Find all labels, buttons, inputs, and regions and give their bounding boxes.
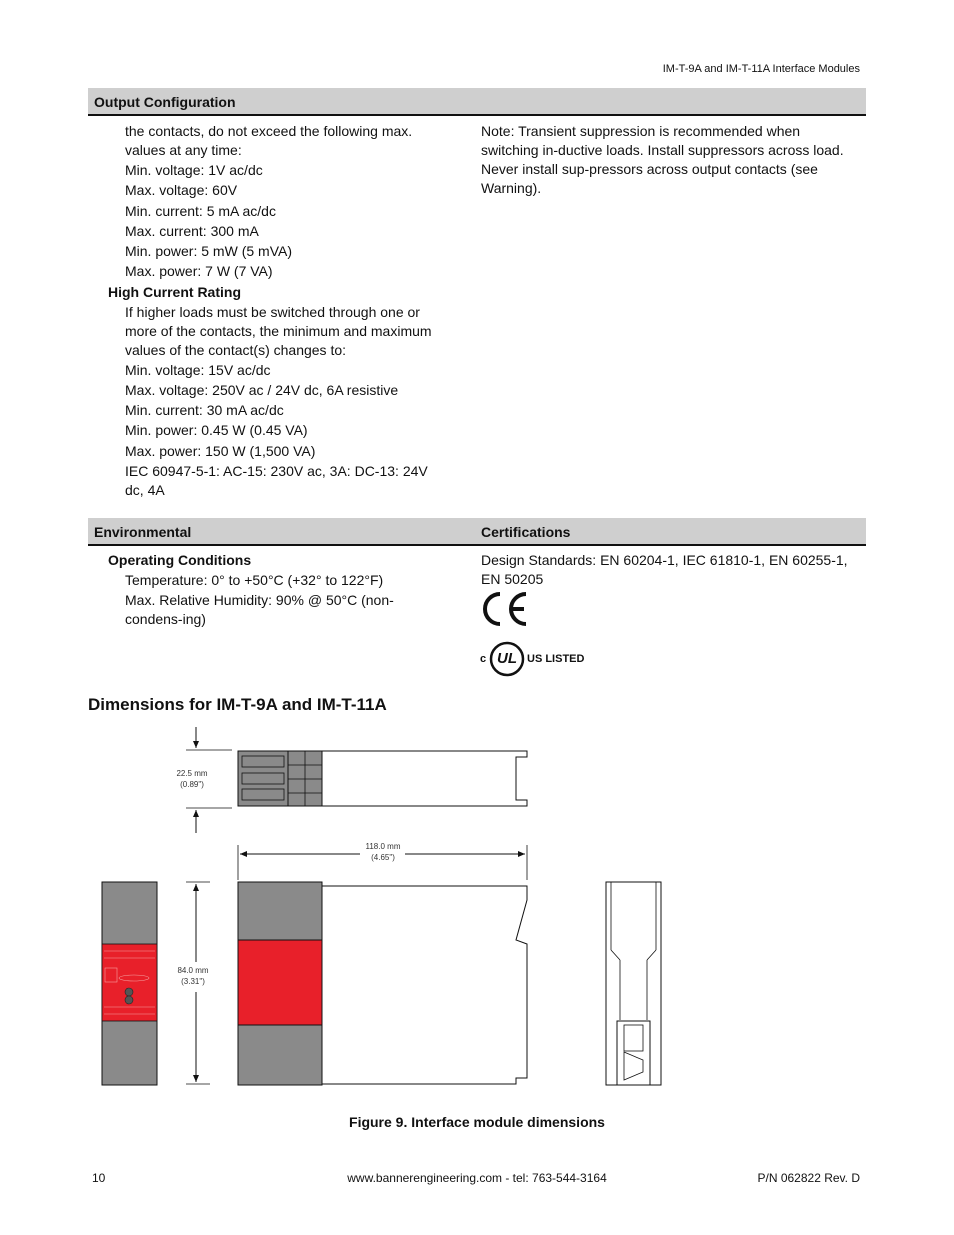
high-limit-item: Max. power: 150 W (1,500 VA) [125, 443, 316, 459]
running-header: IM-T-9A and IM-T-11A Interface Modules [662, 63, 860, 75]
page-number: 10 [92, 1171, 106, 1185]
height-in: (3.31") [181, 977, 205, 986]
humidity-spec: Max. Relative Humidity: 90% @ 50°C (non-condens-ing) [125, 592, 394, 627]
high-limit-item: Min. voltage: 15V ac/dc [125, 362, 271, 378]
high-current-heading: High Current Rating [108, 284, 241, 300]
height-mm: 84.0 mm [177, 966, 209, 975]
high-limit-item: Min. current: 30 mA ac/dc [125, 402, 284, 418]
output-intro: the contacts, do not exceed the following max. values at any time: [125, 123, 413, 158]
temperature-range: Temperature: 0° to +50°C (+32° to 122°F) [125, 572, 384, 588]
limit-item: Min. voltage: 1V ac/dc [125, 162, 263, 178]
footer-contact: www.bannerengineering.com - tel: 763-544-3164 [347, 1171, 607, 1185]
part-number: P/N 062822 Rev. D [757, 1171, 860, 1185]
limit-item: Max. voltage: 60V [125, 182, 238, 198]
length-dimension-label [353, 841, 413, 863]
dimensions-title: Dimensions for IM-T-9A and IM-T-11A [88, 695, 387, 714]
figure-caption: Figure 9. Interface module dimensions [349, 1114, 605, 1130]
certifications-heading: Certifications [481, 524, 571, 540]
limit-item: Min. power: 5 mW (5 mVA) [125, 243, 292, 259]
width-mm: 22.5 mm [176, 769, 208, 778]
top-view [186, 727, 527, 833]
high-limit-item: Max. voltage: 250V ac / 24V dc, 6A resistive [125, 382, 399, 398]
limit-item: Max. current: 300 mA [125, 223, 259, 239]
iec-line: IEC 60947-5-1: AC-15: 230V ac, 3A: DC-13: 24V dc, 4A [125, 463, 428, 498]
front-view [102, 882, 157, 1085]
operating-conditions-heading: Operating Conditions [108, 552, 252, 568]
height-dimension-label [163, 965, 223, 987]
limit-item: Min. current: 5 mA ac/dc [125, 203, 276, 219]
rear-view [606, 882, 661, 1085]
length-mm: 118.0 mm [365, 842, 401, 851]
side-view [238, 882, 527, 1085]
transient-note: Note: Transient suppression is recommended when switching in-ductive loads. Install suppressors across load. Never install sup-pressors across output contacts (see Warning). [481, 123, 844, 196]
design-standards: Design Standards: EN 60204-1, IEC 61810-1, EN 60255-1, EN 50205 [481, 552, 848, 587]
high-limit-item: Min. power: 0.45 W (0.45 VA) [125, 422, 308, 438]
environmental-heading: Environmental [94, 524, 192, 540]
width-dimension-label [162, 768, 222, 790]
ul-letters: UL [497, 650, 517, 667]
output-config-heading: Output Configuration [94, 94, 236, 110]
length-in: (4.65") [371, 853, 395, 862]
high-current-intro: If higher loads must be switched through one or more of the contacts, the minimum and maximum values of the contact(s) changes to: [125, 304, 432, 358]
ul-us-listed-label: US LISTED [527, 653, 585, 665]
limit-item: Max. power: 7 W (7 VA) [125, 263, 273, 279]
ul-c-label: c [480, 653, 487, 665]
width-in: (0.89") [180, 780, 204, 789]
